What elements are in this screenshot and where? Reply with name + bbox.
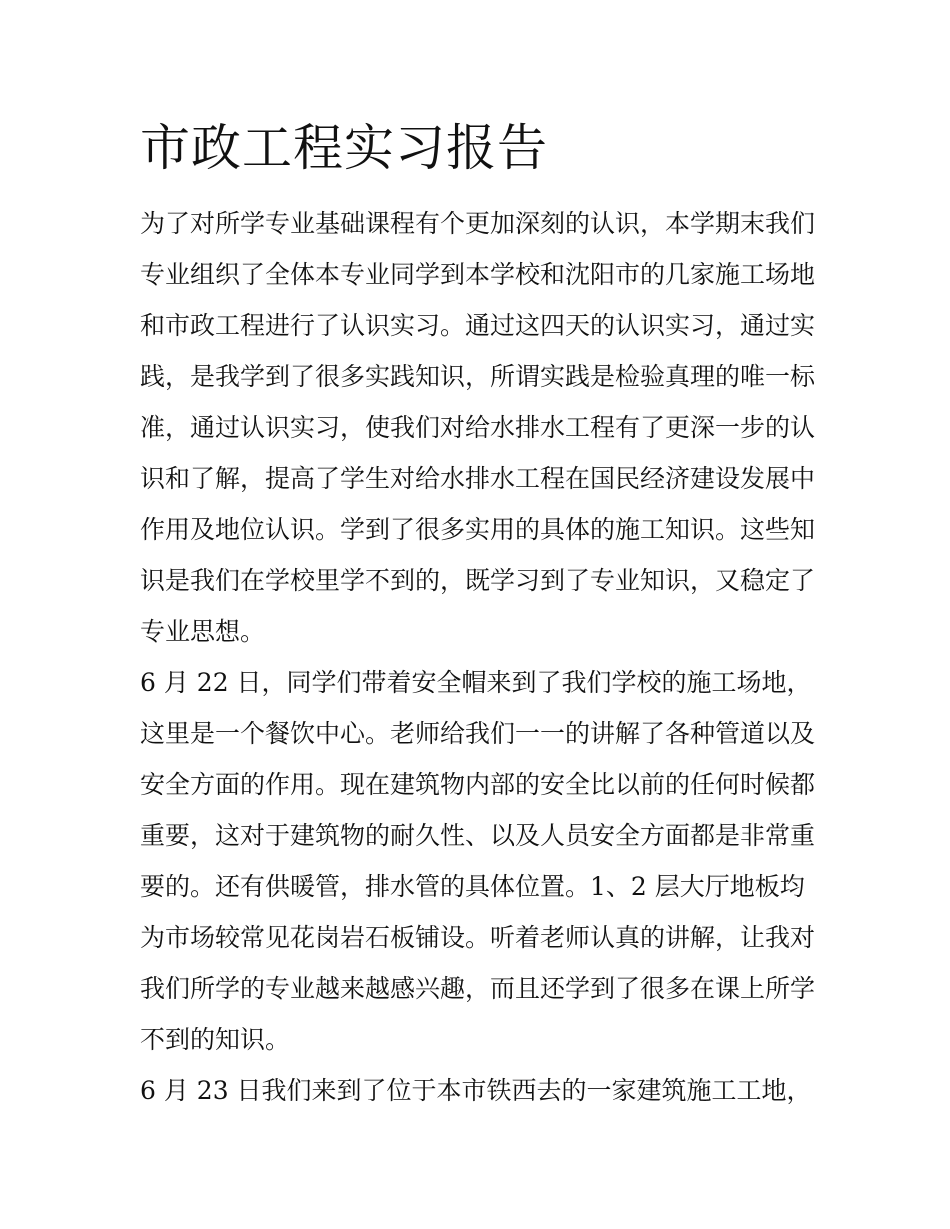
report-body (140, 198, 820, 1116)
text-line: 作用及地位认识。学到了很多实用的具体的施工知识。这些知 (140, 515, 816, 544)
text-line: 专业思想。 (140, 617, 266, 646)
text-line: 重要，这对于建筑物的耐久性、以及人员安全方面都是非常重 (140, 821, 816, 850)
text-line: 为了对所学专业基础课程有个更加深刻的认识，本学期末我们 (140, 209, 816, 238)
text-line: 专业组织了全体本专业同学到本学校和沈阳市的几家施工场地 (140, 260, 816, 289)
text-line: 准，通过认识实习，使我们对给水排水工程有了更深一步的认 (140, 413, 816, 442)
text-line: 不到的知识。 (140, 1025, 291, 1054)
text-line: 6 月 23 日我们来到了位于本市铁西去的一家建筑施工工地， (140, 1076, 812, 1105)
text-line: 为市场较常见花岗岩石板铺设。听着老师认真的讲解，让我对 (140, 923, 816, 952)
text-line: 和市政工程进行了认识实习。通过这四天的认识实习，通过实 (140, 311, 816, 340)
text-line: 我们所学的专业越来越感兴趣，而且还学到了很多在课上所学 (140, 974, 816, 1003)
text-line: 践，是我学到了很多实践知识，所谓实践是检验真理的唯一标 (140, 362, 816, 391)
page-title: 市政工程实习报告 (140, 119, 548, 177)
text-line: 这里是一个餐饮中心。老师给我们一一的讲解了各种管道以及 (140, 719, 816, 748)
text-line: 识和了解，提高了学生对给水排水工程在国民经济建设发展中 (140, 464, 816, 493)
text-line: 安全方面的作用。现在建筑物内部的安全比以前的任何时候都 (140, 770, 816, 799)
text-line: 6 月 22 日，同学们带着安全帽来到了我们学校的施工场地， (140, 668, 812, 697)
text-line: 识是我们在学校里学不到的，既学习到了专业知识，又稳定了 (140, 566, 816, 595)
text-line: 要的。还有供暖管，排水管的具体位置。1、2 层大厅地板均 (140, 872, 805, 901)
